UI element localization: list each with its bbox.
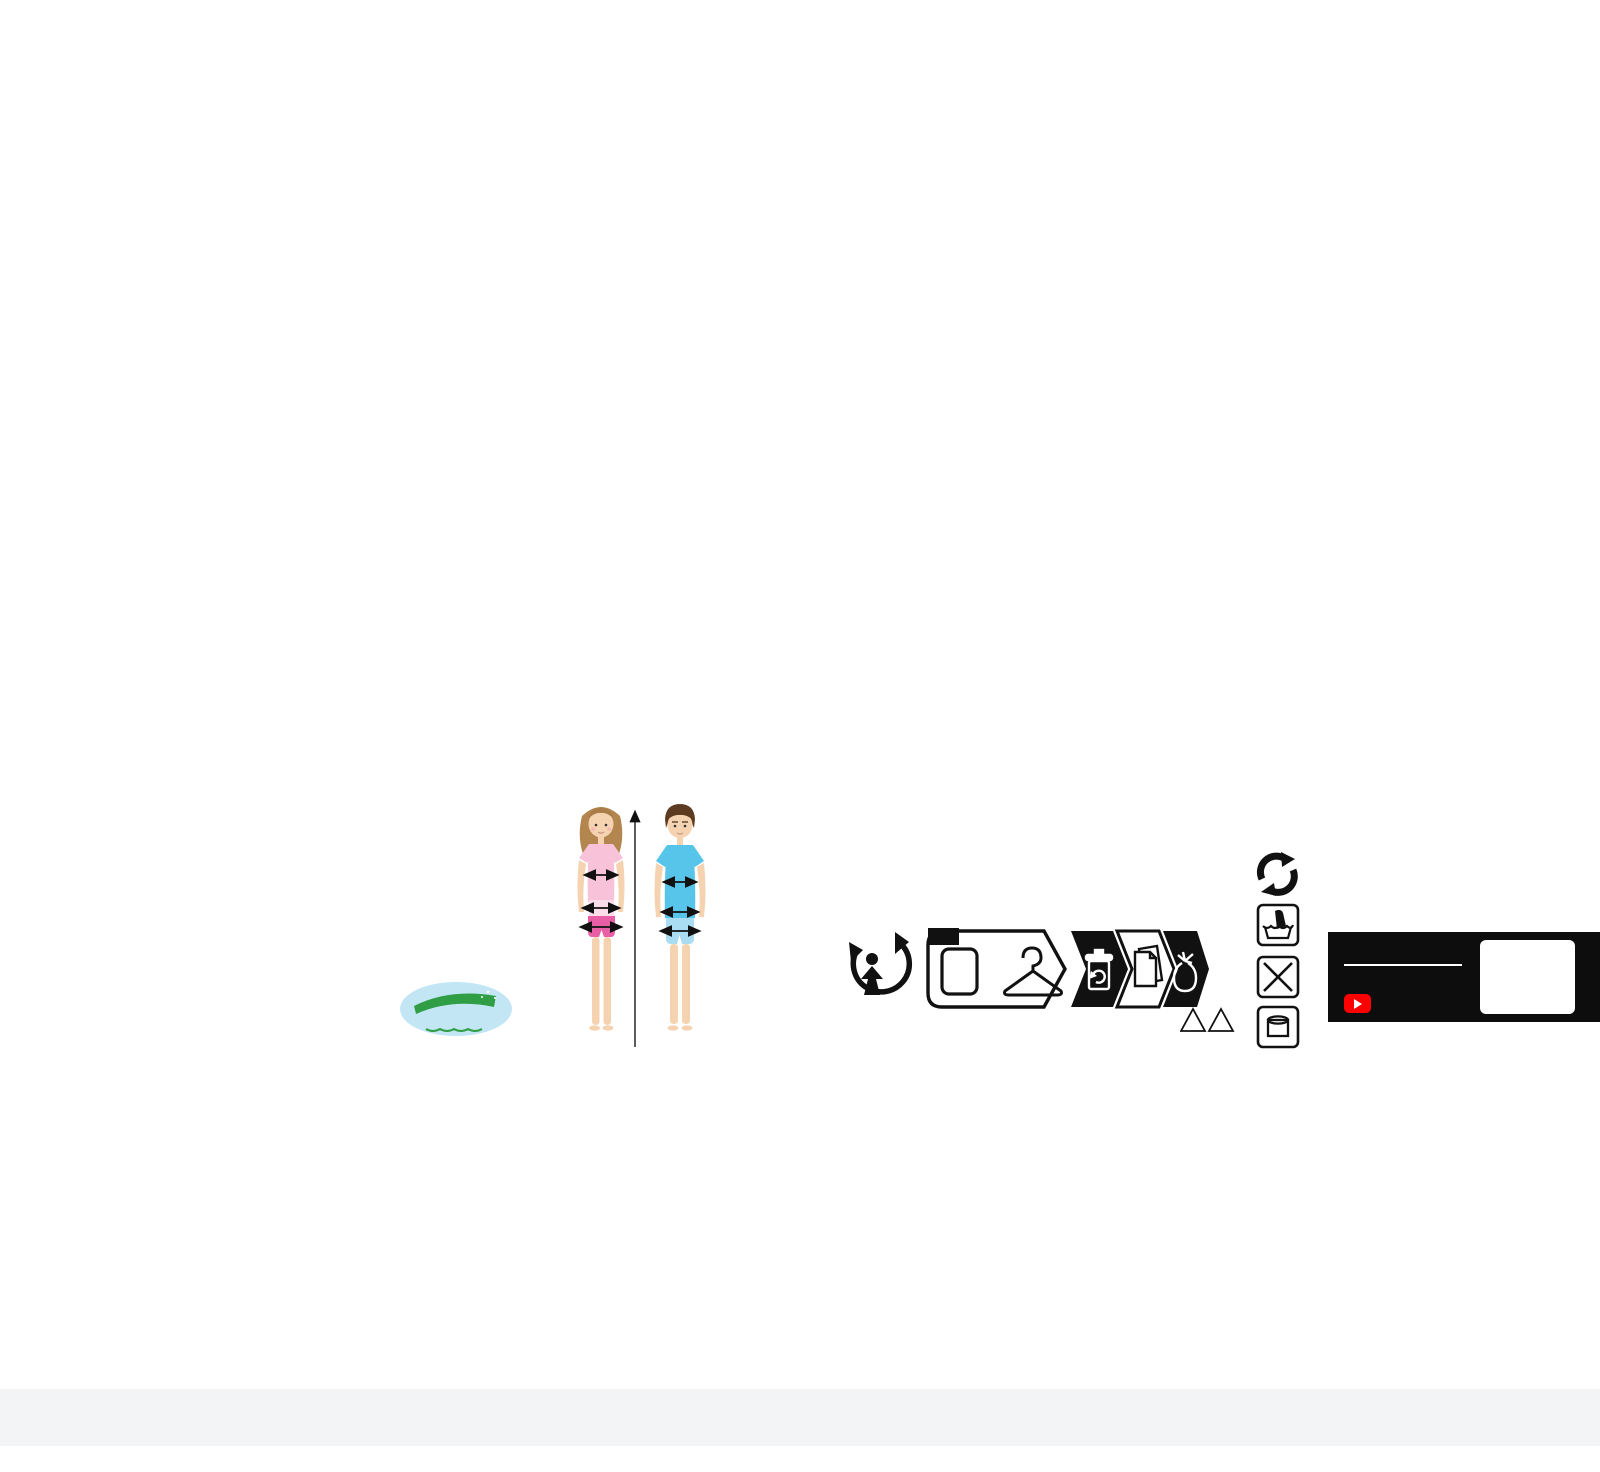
youtube-play-icon (1344, 994, 1371, 1013)
green-point-icon (1256, 852, 1298, 896)
qr-pattern (1496, 945, 1559, 1008)
promo-divider (1344, 964, 1462, 966)
pap-triangle-icon (1209, 1009, 1233, 1031)
size-table (32, 928, 392, 933)
wheelie-bin-icon (1086, 950, 1112, 989)
recycling-bin-segment (1071, 931, 1128, 1007)
girl-figure (578, 807, 625, 1031)
hand-wash-icon (1256, 903, 1300, 947)
do-not-bleach-icon (1256, 955, 1300, 999)
guirca-logo (400, 982, 512, 1036)
fr-sorting-box (928, 928, 1065, 1007)
fr-tab (928, 928, 959, 945)
triman-icon (849, 932, 909, 995)
youtube-logo (1344, 994, 1377, 1013)
material-triangles (1180, 1006, 1236, 1042)
measurement-figures (562, 800, 722, 1048)
recycling-strip (845, 928, 1210, 1010)
footer (0, 1389, 1600, 1446)
boy-figure (655, 804, 706, 1031)
guirca-logo-graphic (400, 982, 512, 1036)
qr-code (1480, 940, 1575, 1014)
paper-sheet-icon (1135, 946, 1162, 986)
dry-flat-icon (1256, 1005, 1300, 1049)
pvc-triangle-icon (1181, 1009, 1205, 1031)
youtube-promo-box (1328, 932, 1600, 1022)
